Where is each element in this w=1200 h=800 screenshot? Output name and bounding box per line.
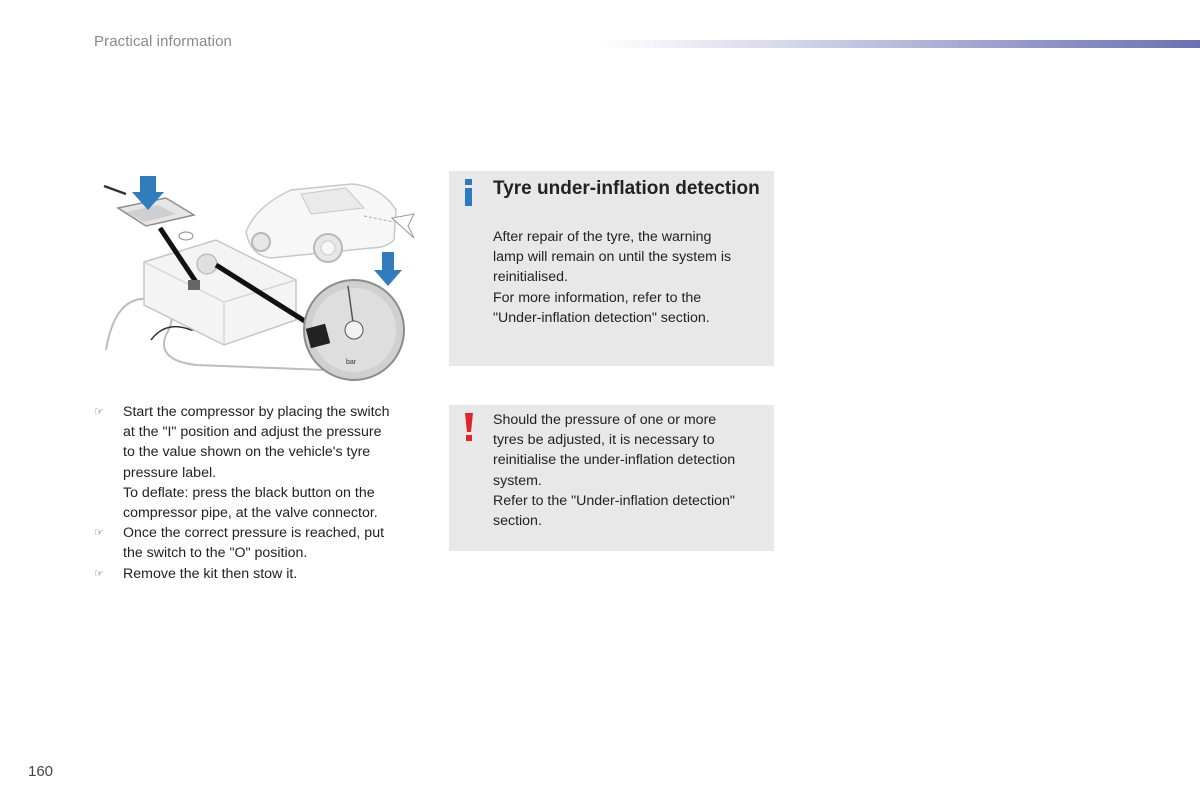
step-line: pressure label. — [123, 464, 217, 481]
info-line: lamp will remain on until the system is — [493, 249, 732, 266]
pointing-hand-bullet-icon: ☞ — [94, 406, 104, 418]
warning-line: Refer to the "Under-inflation detection" — [493, 492, 735, 509]
step-line: Start the compressor by placing the switch — [123, 404, 390, 420]
step-line: at the "I" position and adjust the pressure — [123, 424, 382, 441]
warning-line: Should the pressure of one or more — [493, 412, 717, 428]
header-gradient-bar — [600, 40, 1200, 48]
warning-line: reinitialise the under-inflation detection — [493, 452, 736, 469]
instruction-steps — [94, 402, 424, 584]
step-line: Once the correct pressure is reached, put — [123, 525, 385, 542]
step-line: Remove the kit then stow it. — [123, 565, 298, 582]
pointing-hand-bullet-icon: ☞ — [94, 567, 104, 580]
info-line: reinitialised. — [493, 269, 568, 286]
page-number: 160 — [28, 763, 54, 780]
step-set-switch-off — [94, 523, 424, 563]
step-line: to the value shown on the vehicle's tyre — [123, 444, 371, 461]
step-line: the switch to the "O" position. — [123, 545, 308, 562]
info-line: After repair of the tyre, the warning — [493, 229, 712, 245]
section-title: Practical information — [94, 33, 232, 50]
warning-line: section. — [493, 513, 542, 530]
step-line: To deflate: press the black button on the — [123, 484, 375, 501]
warning-line: tyres be adjusted, it is necessary to — [493, 432, 715, 449]
info-box — [449, 171, 774, 366]
info-line: "Under-inflation detection" section. — [493, 309, 710, 326]
info-line: For more information, refer to the — [493, 289, 702, 306]
warning-box-text — [493, 410, 765, 531]
compressor-illustration — [96, 170, 428, 385]
exclamation-icon — [463, 413, 475, 441]
pressure-gauge — [304, 280, 404, 380]
step-start-compressor — [94, 402, 424, 523]
info-box-text — [493, 227, 765, 328]
gauge-unit-label: bar — [346, 359, 357, 366]
compressor-dial — [197, 254, 217, 274]
pointing-hand-bullet-icon: ☞ — [94, 527, 104, 540]
warning-line: system. — [493, 472, 542, 489]
step-stow-kit — [94, 564, 424, 584]
gauge-down-arrow-icon — [374, 252, 402, 286]
info-box-title: Tyre under-inflation detection — [493, 178, 760, 199]
step-line: compressor pipe, at the valve connector. — [123, 505, 378, 522]
warning-box — [449, 405, 774, 551]
info-icon — [463, 179, 475, 207]
